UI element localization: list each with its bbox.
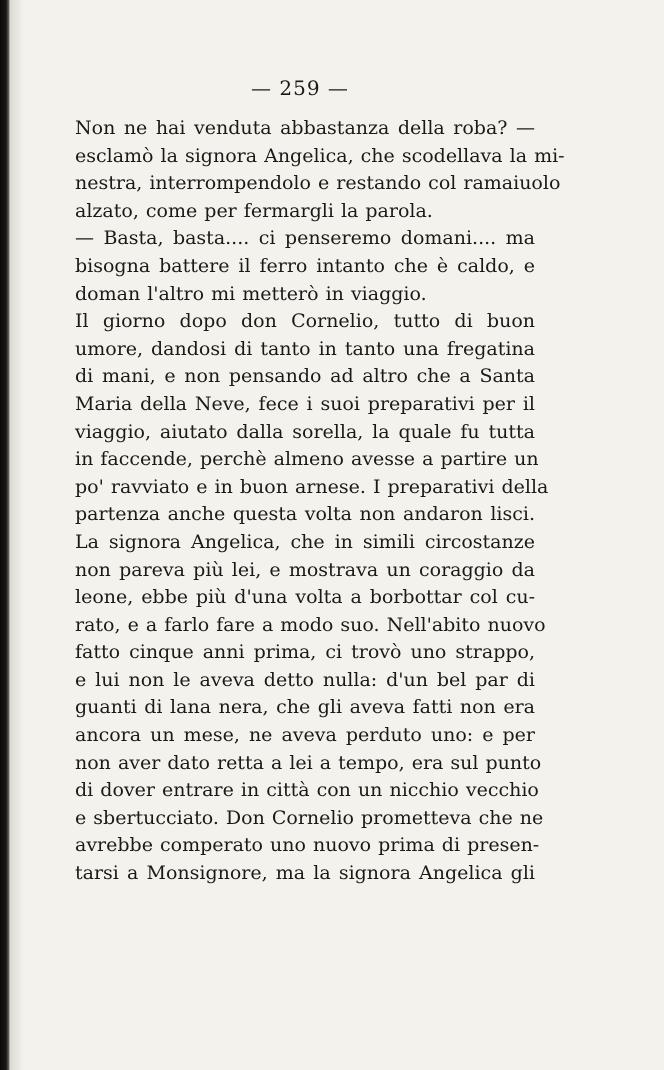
- text-line: non aver dato retta a lei a tempo, era sul punto: [75, 751, 542, 774]
- text-line: e lui non le aveva detto nulla: d'un bel par di: [75, 668, 535, 691]
- text-line: Maria della Neve, fece i suoi preparativi per il: [75, 392, 535, 415]
- text-line: bisogna battere il ferro intanto che è caldo, e: [75, 254, 535, 277]
- text-line: di mani, e non pensando ad altro che a Santa: [75, 365, 535, 388]
- text-line: Non ne hai venduta abbastanza della roba? —: [75, 117, 535, 139]
- text-line: Il giorno dopo don Cornelio, tutto di buon: [75, 310, 535, 333]
- text-line: partenza anche questa volta non andaron lisci.: [75, 503, 535, 526]
- text-line: umore, dandosi di tanto in tanto una fregatina: [75, 337, 535, 360]
- text-line: La signora Angelica, che in simili circostanze: [75, 530, 535, 553]
- page-number: — 259 —: [251, 76, 349, 100]
- text-line: viaggio, aiutato dalla sorella, la quale fu tutta: [75, 420, 535, 443]
- text-line: doman l'altro mi metterò in viaggio.: [75, 282, 427, 305]
- text-line: — Basta, basta.... ci penseremo domani.... ma: [75, 227, 535, 250]
- body-text: [75, 115, 565, 888]
- text-line: tarsi a Monsignore, ma la signora Angelica gli: [75, 862, 535, 885]
- text-line: avrebbe comperato uno nuovo prima di presen-: [75, 834, 540, 857]
- text-line: leone, ebbe più d'una volta a borbottar col cu-: [75, 586, 535, 609]
- text-line: non pareva più lei, e mostrava un coraggio da: [75, 558, 535, 581]
- text-line: esclamò la signora Angelica, che scodellava la mi-: [75, 144, 565, 167]
- text-line: di dover entrare in città con un nicchio vecchio: [75, 779, 539, 802]
- text-line: e sbertucciato. Don Cornelio prometteva che ne: [75, 806, 544, 829]
- text-line: alzato, come per fermargli la parola.: [75, 199, 433, 222]
- text-line: fatto cinque anni prima, ci trovò uno strappo,: [75, 641, 535, 664]
- text-line: ancora un mese, ne aveva perduto uno: e per: [75, 724, 535, 747]
- text-line: po' ravviato e in buon arnese. I preparativi della: [75, 475, 549, 498]
- text-line: in faccende, perchè almeno avesse a partire un: [75, 448, 539, 471]
- text-line: rato, e a farlo fare a modo suo. Nell'abito nuovo: [75, 613, 546, 636]
- text-line: nestra, interrompendolo e restando col ramaiuolo: [75, 172, 561, 195]
- gutter-shadow: [10, 0, 24, 1070]
- book-spine-edge: [0, 0, 10, 1070]
- text-line: guanti di lana nera, che gli aveva fatti non era: [75, 696, 535, 719]
